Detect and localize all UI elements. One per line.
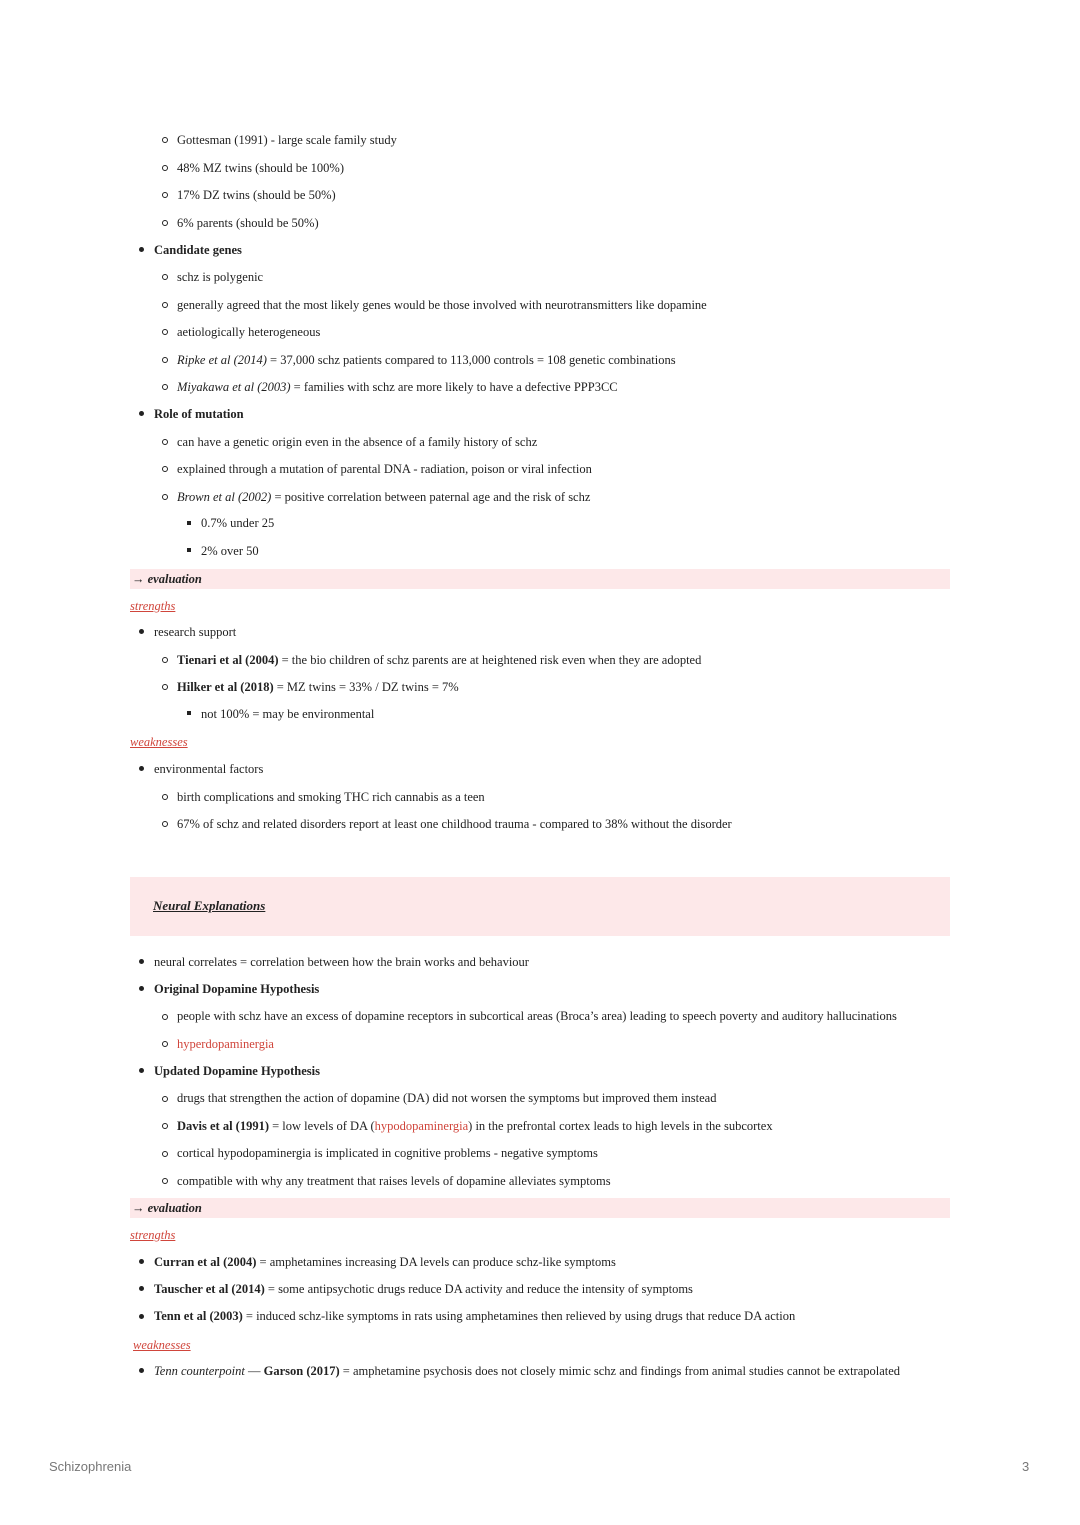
bullet-circle bbox=[162, 684, 168, 690]
list-item: environmental factors bbox=[154, 762, 264, 776]
bullet-circle bbox=[162, 1014, 168, 1020]
bullet-disc bbox=[139, 1368, 144, 1373]
weaknesses-label: weaknesses bbox=[133, 1338, 191, 1352]
bullet-circle bbox=[162, 329, 168, 335]
bullet-square bbox=[187, 548, 191, 552]
bullet-disc bbox=[139, 1259, 144, 1264]
list-item: 2% over 50 bbox=[201, 544, 259, 558]
bullet-circle bbox=[162, 1178, 168, 1184]
list-item: Miyakawa et al (2003) = families with schz are more likely to have a defective PPP3CC bbox=[177, 380, 618, 394]
bullet-circle bbox=[162, 494, 168, 500]
list-item: can have a genetic origin even in the absence of a family history of schz bbox=[177, 435, 538, 449]
list-item: cortical hypodopaminergia is implicated in cognitive problems - negative symptoms bbox=[177, 1146, 598, 1160]
bullet-circle bbox=[162, 1041, 168, 1047]
list-item: schz is polygenic bbox=[177, 270, 264, 284]
evaluation-heading: → evaluation bbox=[132, 1201, 202, 1215]
bullet-disc bbox=[139, 1068, 144, 1073]
bullet-disc bbox=[139, 411, 144, 416]
bullet-circle bbox=[162, 192, 168, 198]
bullet-circle bbox=[162, 220, 168, 226]
section-subtitle: Role of mutation bbox=[154, 407, 244, 421]
list-item: Tenn counterpoint — Garson (2017) = amphetamine psychosis does not closely mimic schz and findings from animal studies cannot be extrapolated bbox=[154, 1364, 901, 1378]
strengths-label: strengths bbox=[130, 599, 176, 613]
list-item: Hilker et al (2018) = MZ twins = 33% / DZ twins = 7% bbox=[177, 680, 459, 694]
bullet-circle bbox=[162, 1123, 168, 1129]
strengths-label: strengths bbox=[130, 1228, 176, 1242]
bullet-square bbox=[187, 521, 191, 525]
list-item: Curran et al (2004) = amphetamines increasing DA levels can produce schz-like symptoms bbox=[154, 1255, 616, 1269]
bullet-disc bbox=[139, 986, 144, 991]
evaluation-heading: → evaluation bbox=[132, 572, 202, 586]
list-item: Tauscher et al (2014) = some antipsychotic drugs reduce DA activity and reduce the intensity of symptoms bbox=[154, 1282, 693, 1296]
bullet-disc bbox=[139, 1286, 144, 1291]
list-item: neural correlates = correlation between how the brain works and behaviour bbox=[154, 955, 529, 969]
list-item: hyperdopaminergia bbox=[177, 1037, 274, 1051]
list-item: not 100% = may be environmental bbox=[201, 707, 375, 721]
list-item: Brown et al (2002) = positive correlation between paternal age and the risk of schz bbox=[177, 490, 591, 504]
list-item: compatible with why any treatment that raises levels of dopamine alleviates symptoms bbox=[177, 1174, 611, 1188]
bullet-circle bbox=[162, 657, 168, 663]
bullet-circle bbox=[162, 274, 168, 280]
list-item: drugs that strengthen the action of dopamine (DA) did not worsen the symptoms but improved them instead bbox=[177, 1091, 717, 1105]
bullet-disc bbox=[139, 1314, 144, 1319]
bullet-disc bbox=[139, 959, 144, 964]
list-item: generally agreed that the most likely genes would be those involved with neurotransmitters like dopamine bbox=[177, 298, 707, 312]
list-item: Gottesman (1991) - large scale family study bbox=[177, 133, 397, 147]
page-number: 3 bbox=[1022, 1459, 1030, 1474]
list-item: Tienari et al (2004) = the bio children of schz parents are at heightened risk even when they are adopted bbox=[177, 653, 702, 667]
bullet-disc bbox=[139, 629, 144, 634]
evaluation-band bbox=[130, 569, 950, 589]
bullet-circle bbox=[162, 384, 168, 390]
list-item: Davis et al (1991) = low levels of DA (hypodopaminergia) in the prefrontal cortex leads to high levels in the subcortex bbox=[177, 1119, 773, 1133]
list-item: 0.7% under 25 bbox=[201, 516, 275, 530]
bullet-circle bbox=[162, 794, 168, 800]
bullet-circle bbox=[162, 357, 168, 363]
footer-title: Schizophrenia bbox=[49, 1459, 132, 1474]
list-item: birth complications and smoking THC rich cannabis as a teen bbox=[177, 790, 485, 804]
bullet-circle bbox=[162, 1096, 168, 1102]
section-subtitle: Original Dopamine Hypothesis bbox=[154, 982, 320, 996]
bullet-circle bbox=[162, 466, 168, 472]
list-item: people with schz have an excess of dopamine receptors in subcortical areas (Broca’s area) leading to speech poverty and auditory hallucinations bbox=[177, 1009, 897, 1023]
bullet-disc bbox=[139, 766, 144, 771]
bullet-circle bbox=[162, 821, 168, 827]
list-item: 6% parents (should be 50%) bbox=[177, 216, 319, 230]
section-subtitle: Updated Dopamine Hypothesis bbox=[154, 1064, 320, 1078]
list-item: 48% MZ twins (should be 100%) bbox=[177, 161, 344, 175]
bullet-disc bbox=[139, 247, 144, 252]
list-item: Ripke et al (2014) = 37,000 schz patients compared to 113,000 controls = 108 genetic combinations bbox=[177, 353, 676, 367]
section-subtitle: Candidate genes bbox=[154, 243, 242, 257]
bullet-circle bbox=[162, 1151, 168, 1157]
bullet-circle bbox=[162, 302, 168, 308]
list-item: research support bbox=[154, 625, 237, 639]
bullet-circle bbox=[162, 439, 168, 445]
list-item: 67% of schz and related disorders report at least one childhood trauma - compared to 38% without the disorder bbox=[177, 817, 732, 831]
evaluation-band bbox=[130, 1198, 950, 1218]
bullet-circle bbox=[162, 137, 168, 143]
bullet-square bbox=[187, 711, 191, 715]
list-item: aetiologically heterogeneous bbox=[177, 325, 321, 339]
weaknesses-label: weaknesses bbox=[130, 735, 188, 749]
bullet-circle bbox=[162, 165, 168, 171]
list-item: 17% DZ twins (should be 50%) bbox=[177, 188, 336, 202]
list-item: Tenn et al (2003) = induced schz-like symptoms in rats using amphetamines then relieved by using drugs that reduce DA action bbox=[154, 1309, 796, 1323]
list-item: explained through a mutation of parental DNA - radiation, poison or viral infection bbox=[177, 462, 592, 476]
section-heading: Neural Explanations bbox=[153, 898, 266, 913]
